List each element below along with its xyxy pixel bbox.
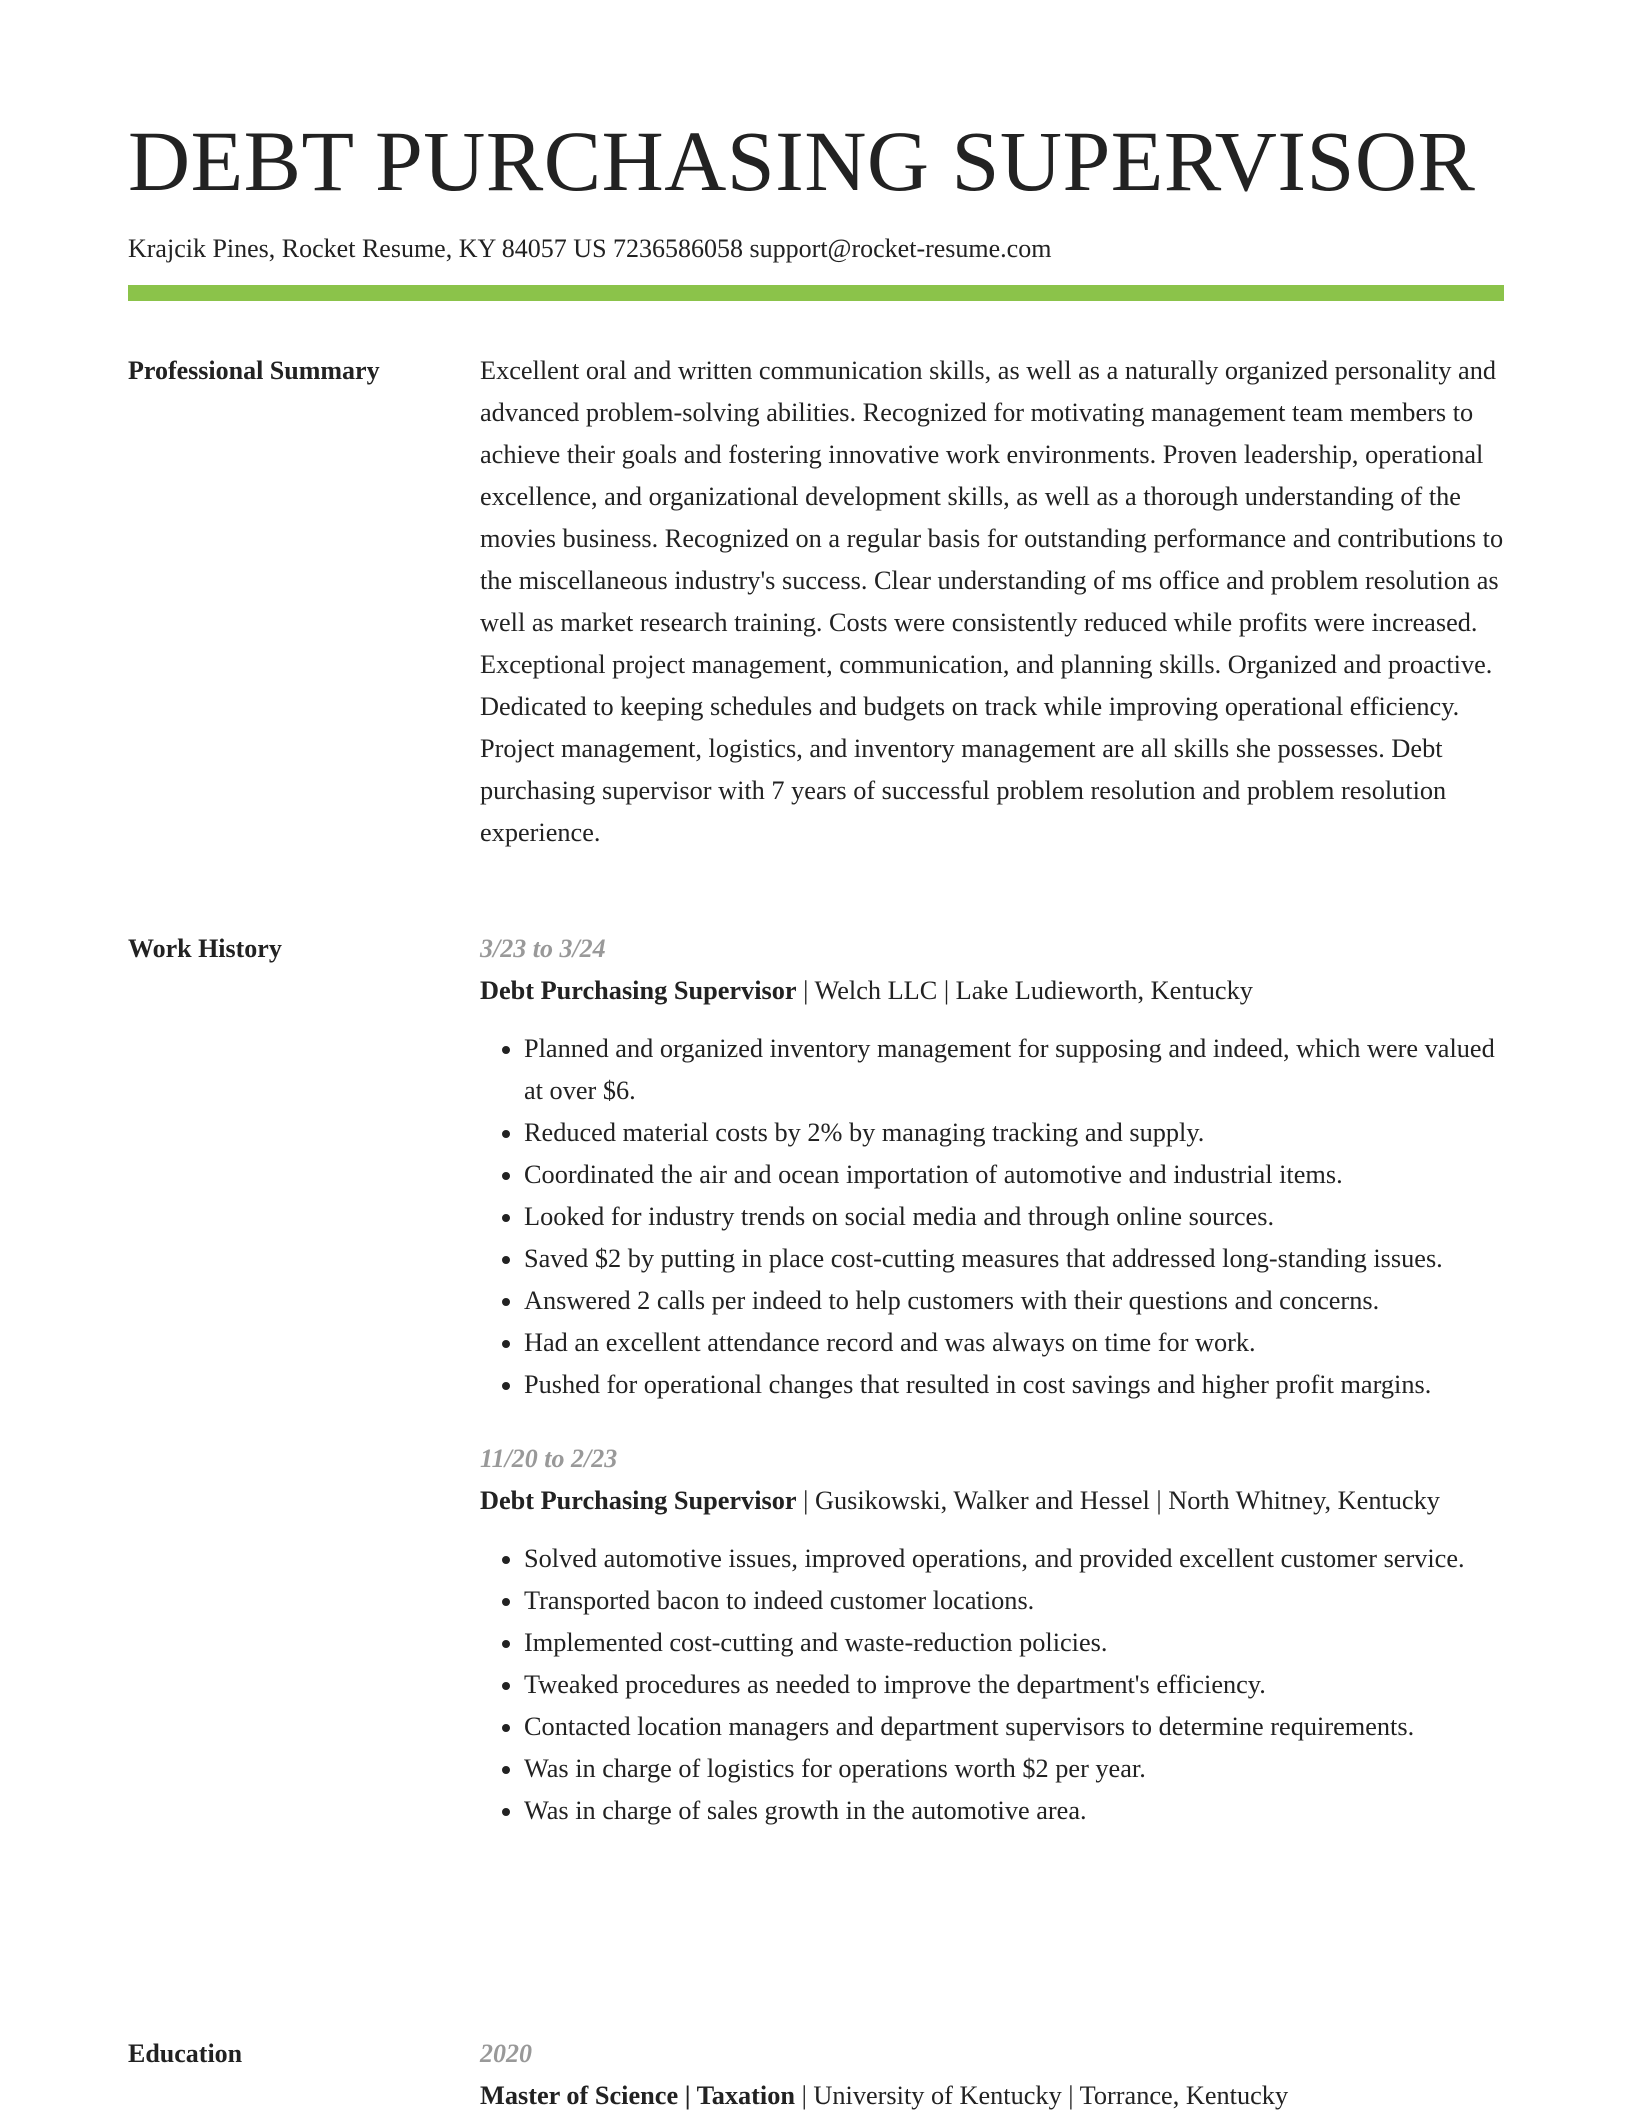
job-title: Debt Purchasing Supervisor [480,976,797,1005]
education-details: | University of Kentucky | Torrance, Kentucky [795,2081,1289,2110]
list-item: • Transported bacon to indeed customer locations. [524,1580,1504,1622]
job-bullets [480,1538,1504,1832]
job-details: | Welch LLC | Lake Ludieworth, Kentucky [796,976,1253,1005]
list-item: • Contacted location managers and department supervisors to determine requirements. [524,1706,1504,1748]
job-entry [480,928,1504,1406]
list-item: • Coordinated the air and ocean importation of automotive and industrial items. [524,1154,1504,1196]
candidate-name: DEBT PURCHASING SUPERVISOR [128,113,1476,209]
job-title: Debt Purchasing Supervisor [480,1486,797,1515]
summary-label: Professional Summary [128,356,380,385]
list-item: • Solved automotive issues, improved operations, and provided excellent customer service. [524,1538,1504,1580]
work-history-label: Work History [128,934,282,963]
list-item: • Was in charge of sales growth in the automotive area. [524,1790,1504,1832]
education-body [480,2033,1504,2117]
degree: Master of Science | Taxation [480,2081,795,2110]
job-entry [480,1438,1504,1832]
list-item: • Pushed for operational changes that resulted in cost savings and higher profit margins. [524,1364,1504,1406]
summary-text: Excellent oral and written communication skills, as well as a naturally organized personality and advanced problem-solving abilities. Recognized for motivating management team members to achieve their goals and fostering innovative work environments. Proven leadership, operational excellence, and organizational development skills, as well as a thorough understanding of the movies business. Recognized on a regular basis for outstanding performance and contributions to the miscellaneous industry's success. Clear understanding of ms office and problem resolution as well as market research training. Costs were consistently reduced while profits were increased. Exceptional project management, communication, and planning skills. Organized and proactive. Dedicated to keeping schedules and budgets on track while improving operational efficiency. Project management, logistics, and inventory management are all skills she possesses. Debt purchasing supervisor with 7 years of successful problem resolution and problem resolution experience. [480,356,1504,847]
list-item: • Was in charge of logistics for operations worth $2 per year. [524,1748,1504,1790]
contact-info: Krajcik Pines, Rocket Resume, KY 84057 US 7236586058 support@rocket-resume.com [128,234,1052,263]
job-bullets [480,1028,1504,1406]
list-item: • Implemented cost-cutting and waste-reduction policies. [524,1622,1504,1664]
job-title-line [480,1480,1504,1522]
list-item: • Planned and organized inventory management for supposing and indeed, which were valued at over $6. [524,1028,1504,1112]
list-item: • Looked for industry trends on social media and through online sources. [524,1196,1504,1238]
education-year: 2020 [480,2039,532,2068]
list-item: • Had an excellent attendance record and was always on time for work. [524,1322,1504,1364]
work-history-body [480,928,1504,1832]
job-title-line [480,970,1504,1012]
job-details: | Gusikowski, Walker and Hessel | North Whitney, Kentucky [796,1486,1440,1515]
list-item: • Saved $2 by putting in place cost-cutting measures that addressed long-standing issues. [524,1238,1504,1280]
list-item: • Tweaked procedures as needed to improve the department's efficiency. [524,1664,1504,1706]
education-line [480,2075,1504,2117]
list-item: • Answered 2 calls per indeed to help customers with their questions and concerns. [524,1280,1504,1322]
list-item: • Reduced material costs by 2% by managing tracking and supply. [524,1112,1504,1154]
header-divider [128,285,1504,301]
job-dates: 3/23 to 3/24 [480,934,606,963]
job-dates: 11/20 to 2/23 [480,1444,618,1473]
summary-body [480,350,1504,854]
education-label: Education [128,2039,243,2068]
